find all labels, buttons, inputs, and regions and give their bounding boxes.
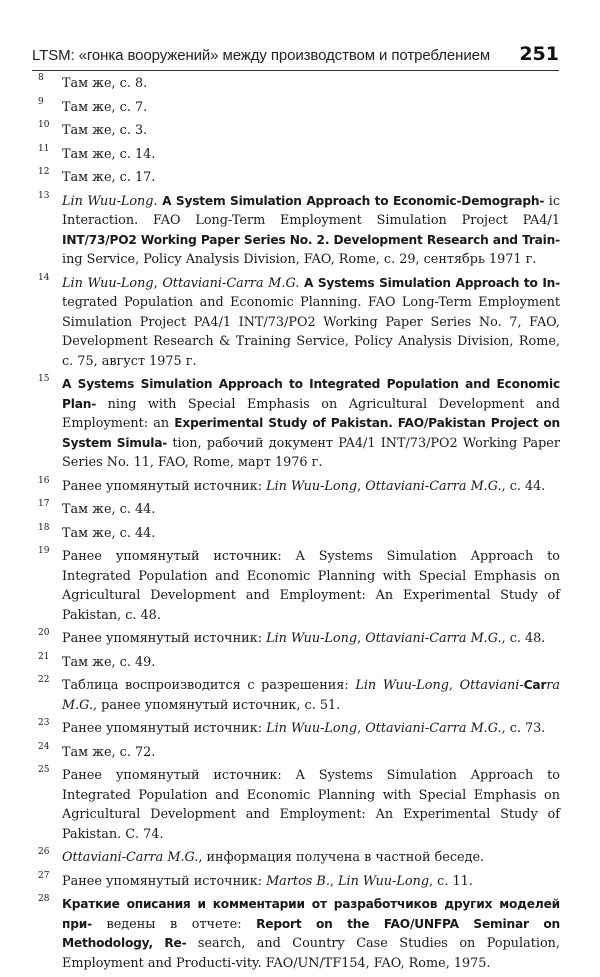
endnote-text: Там же, с. 3. [62,123,148,138]
endnote-text: , с. 11. [429,873,473,889]
author-name: Lin Wuu-Long [266,631,358,646]
author-name: Lin Wuu-Long [62,193,154,209]
endnote [38,895,560,973]
endnote-text: an [153,416,170,431]
endnote-number: 27 [38,870,50,881]
endnote-text: Там же, с. 44. [62,525,156,541]
endnote-text: Там же, с. 49. [62,654,156,670]
highlighted-fragment: Car [523,678,547,692]
endnote: 13 Lin Wuu-Long. A System Simulation Approach to Economic-Demograph- ic Interaction. FAO Long-Term Employment Simulation Project PA4/1 INT/73/PO2 Working Paper Series No. 2. Development Research and Train- ing Service, Policy Analysis Division, FAO, Rome, с. 29, сентябрь 1971 г. [38,192,560,270]
endnote-number: 17 [38,499,50,509]
endnote-text: Там же, с. 7. [62,99,148,115]
endnote-number: 20 [38,628,50,638]
endnote [38,375,560,473]
author-name: Ottaviani-Carra M.G. [365,721,502,736]
endnote [38,500,560,520]
endnote-number: 28 [38,894,50,904]
endnote-number: 11 [38,143,50,154]
endnote-text: Ранее упомянутый источник: [62,721,267,736]
endnote-text: tion, рабочий документ PA4/1 INT/73/PO2 Working Paper Series No. 11, FAO, Rome, март 1976 г. [62,435,560,470]
endnote-number: 13 [38,190,50,201]
highlighted-title: A System Simulation Approach to Economic-Demograph- [162,193,545,208]
endnote [38,98,560,118]
endnote-text: , с. 73. [501,721,546,736]
endnote-text: , информация получена в частной беседе. [198,850,485,865]
endnote-text: tegrated Population and Economic Planning. FAO Long-Term Employment Simulation Project PA4/1 INT/73/PO2 Working Paper Series No. 7, FAO, Development Research & Training Service, Policy Analysis Division, Rome, с. 75, август 1975 г. [62,295,560,369]
endnote-text: ing Service, Policy Analysis Division, FAO, Rome, с. 29, сентябрь 1971 г. [62,252,537,267]
endnote [38,766,560,844]
endnote: 14 Lin Wuu-Long, Ottaviani-Carra M.G. A Systems Simulation Approach to In- tegrated Population and Economic Planning. FAO Long-Term Employment Simulation Project PA4/1 INT/73/PO2 Working Paper Series No. 7, FAO, Development Research & Training Service, Policy Analysis Division, Rome, с. 75, август 1975 г. [38,274,560,372]
page-number: 251 [519,43,559,65]
running-title: LTSM: «гонка вооружений» между производством и потреблением [32,47,491,64]
highlighted-study: Experimental Study of Pakistan. FAO/Pakistan Project on System Simula- [62,416,560,450]
endnote-text: Ранее упомянутый источник: A Systems Simulation Approach to Integrated Population and Economic Planning with Special Emphasis on Agricultural Development and Employment: An Experimental Study of Pakistan. С. 74. [62,768,560,842]
endnote-text: Ранее упомянутый источник: [62,873,267,889]
endnote [38,848,560,868]
endnote-text: Там же, с. 44. [62,502,156,517]
endnote: 23 Ранее упомянутый источник: Lin Wuu-Long, Ottaviani-Carra M.G., с. 73. [38,719,560,739]
author-name: Lin Wuu-Long [62,275,154,291]
endnote [38,547,560,625]
author-name: Ottaviani-Carra M.G. [365,631,502,646]
author-name: ra M.G. [62,678,561,713]
endnote [38,524,560,544]
author-name: Ottaviani-Carra M.G. [365,478,502,494]
endnote-number: 16 [38,475,50,486]
author-name: Lin Wuu-Long [266,721,358,736]
highlighted-report: Report on the FAO/UNFPA Seminar on Methodology, Re- [62,916,560,950]
endnotes-list [38,74,560,977]
endnote-number: 21 [38,651,50,662]
endnote: 27 Ранее упомянутый источник: Martos B., Lin Wuu-Long, с. 11. [38,872,560,892]
endnote: 16 Ранее упомянутый источник: Lin Wuu-Long, Ottaviani-Carra M.G., с. 44. [38,477,560,497]
endnote [38,74,560,94]
endnote-text: ning with Special Emphasis on Agricultural Development and Employment: [62,396,560,431]
endnote-number: 19 [38,546,50,556]
endnote-text: , ранее упомянутый источник, с. 51. [93,697,341,713]
endnote-text: Таблица воспроизводится с разрешения: [62,678,356,693]
endnote-text: , с. 48. [501,631,546,646]
endnote [38,743,560,763]
endnote-text: search, and Country Case Studies on Population, Employment and Producti-vity. FAO/UN/TF154, FAO, Rome, 1975. [62,936,560,971]
endnote-number: 25 [38,765,50,775]
author-name: Lin Wuu-Long [266,478,358,494]
endnote-text: ведены в отчете: [106,916,257,932]
author-name: Lin Wuu-Long [338,873,430,889]
endnote-number: 9 [38,96,44,107]
endnote-number: 18 [38,522,50,533]
highlighted-lead: Краткие описания и комментарии от разработчиков других моделей при- [62,897,560,931]
endnote-number: 10 [38,120,50,130]
highlighted-title: A Systems Simulation Approach to Integrated Population and Economic Plan- [62,377,560,411]
endnote [38,121,560,141]
highlighted-title: A Systems Simulation Approach to In- [303,275,561,290]
endnote-number: 12 [38,167,50,177]
endnote-text: Ранее упомянутый источник: [62,631,267,646]
endnote: 20 Ранее упомянутый источник: Lin Wuu-Long, Ottaviani-Carra M.G., с. 48. [38,629,560,649]
endnote-text: ic Interaction. FAO Long-Term Employment Simulation Project PA4/1 [62,193,561,228]
endnote-number: 24 [38,741,50,752]
endnote-text: Там же, с. 17. [62,170,156,185]
endnote-text: Там же, с. 8. [62,76,148,91]
endnote-number: 22 [38,675,50,685]
endnote-number: 14 [38,272,50,283]
running-header [32,44,559,71]
endnote-text: Ранее упомянутый источник: [62,478,267,494]
author-name: Lin Wuu-Long [355,678,449,693]
endnote-text: Там же, с. 14. [62,146,156,162]
endnote [38,145,560,165]
endnote [38,653,560,673]
highlighted-series: INT/73/PO2 Working Paper Series No. 2. Development Research and Train- [62,232,560,247]
endnote-text: Ранее упомянутый источник: A Systems Simulation Approach to Integrated Population and Economic Planning with Special Emphasis on Agricultural Development and Employment: An Experimental Study of Pakistan, с. 48. [62,549,560,623]
endnote-text: , с. 44. [501,478,546,494]
endnote [38,168,560,188]
endnote-number: 26 [38,847,50,857]
endnote-text: Там же, с. 72. [62,744,156,760]
author-name: Ottaviani-Carra M.G. [62,850,199,865]
author-name: Ottaviani- [459,678,524,693]
endnote-number: 15 [38,374,50,384]
author-name: Ottaviani-Carra M.G. [162,275,300,291]
endnote-number: 8 [38,73,44,83]
endnote-number: 23 [38,718,50,728]
author-name: Martos B. [266,873,330,889]
endnote: 22 Таблица воспроизводится с разрешения: Lin Wuu-Long, Ottaviani-Carra M.G., ранее упомянутый источник, с. 51. [38,676,560,715]
